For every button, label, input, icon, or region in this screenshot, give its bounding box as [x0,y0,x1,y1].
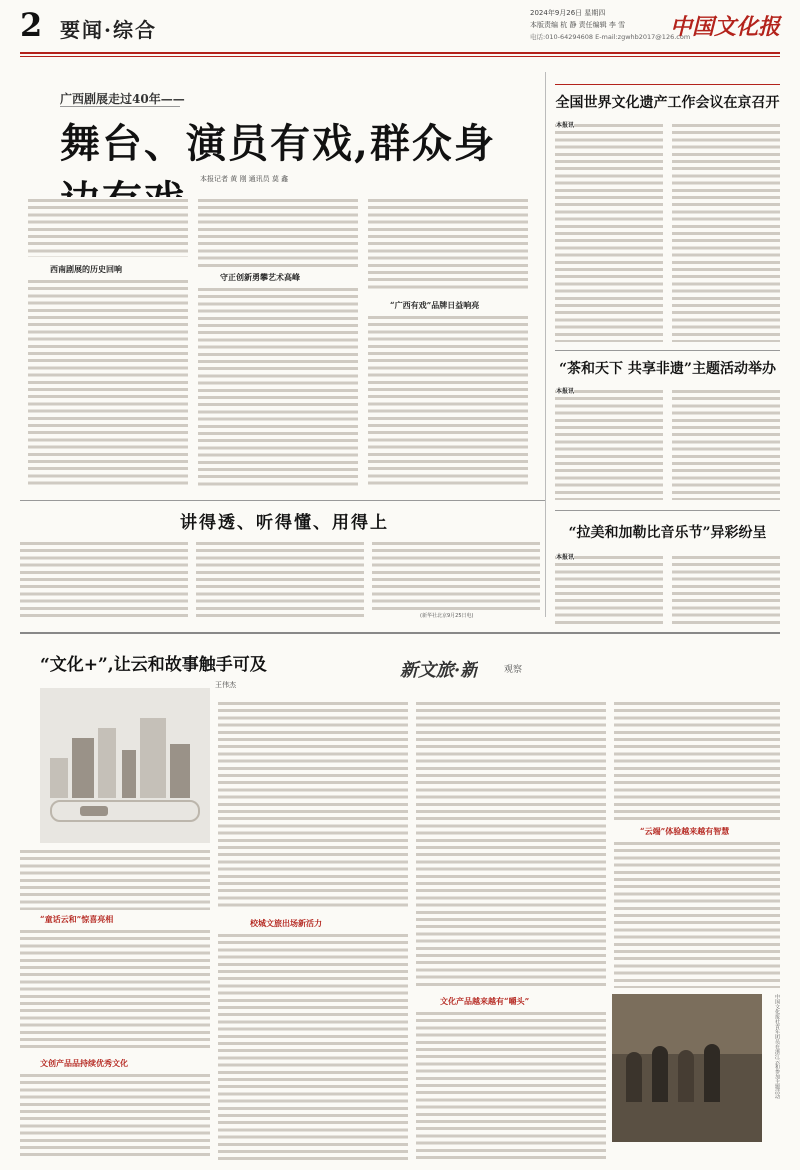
feature-subhead-2: 校城文旅出场新活力 [250,918,322,928]
lead-subhead-1: 西南剧展的历史回响 [50,264,122,274]
header-rule-thin [20,56,780,57]
person-silhouette [652,1046,668,1102]
column-logo-main: 新文旅·新 [400,660,479,681]
lead-subhead-3: “广西有戏”品牌日益响亮 [390,300,480,310]
tea-event-title: “茶和天下 共享非遗”主题活动举办 [559,361,776,377]
feature-subhead-3: 文创产品品持续优秀文化 [40,1058,128,1068]
header-rule [20,52,780,54]
masthead-logo: 中国文化报 [669,14,780,40]
tea-lead-label: 本报讯 [556,388,575,395]
lead-kicker: 广西剧展走过40年—— [60,92,185,106]
feature-subhead-5: “云端”体验越来越有智慧 [640,826,730,836]
feature-col4b [614,840,780,988]
toy-block [72,738,94,798]
lead-headline: 舞台、演员有戏,群众身 [60,120,496,167]
toy-train [80,806,108,816]
lead-subhead-2: 守正创新勇攀艺术高峰 [220,272,300,282]
feature-subhead-1: “童话云和”惊喜亮相 [40,914,114,924]
commentary-col1 [20,540,188,620]
person-silhouette [626,1052,642,1102]
heritage-body-col1 [555,122,663,342]
lead-body-col3b [368,314,528,488]
toy-track [50,800,200,822]
tea-body-col1 [555,388,663,500]
feature-subhead-4: 文化产品越来越有“嚼头” [440,996,530,1006]
lead-body-col3a [368,197,528,292]
person-silhouette [704,1044,720,1102]
feature-col1b [20,928,210,1048]
right-low-rule [555,510,780,511]
feature-photo-group [612,994,762,1142]
photo-caption: 中国文化报社青年团员在浙江云和参加主题活动 [774,994,780,1099]
person-silhouette [678,1050,694,1102]
editors-line: 本版责编 杭 静 责任编辑 李 雪 [530,21,626,29]
issue-date: 2024年9月26日 星期四 [530,9,606,17]
lead-body-col1a [28,197,188,257]
toy-block [50,758,68,798]
feature-title: “文化+”,让云和故事触手可及 [40,655,267,674]
music-body-col2 [672,554,780,626]
page-header [0,0,800,62]
right-top-rule [555,84,780,85]
feature-col1a [20,848,210,910]
feature-col1c [20,1072,210,1160]
lead-body-col1b [28,278,188,488]
column-logo [400,652,550,694]
commentary-col3 [372,540,540,610]
feature-byline: 王伟杰 [215,681,236,689]
photo-background [612,994,762,1054]
feature-col3a [416,700,606,990]
toy-block [98,728,116,798]
feature-col2b [218,932,408,1160]
heritage-body-col2 [672,122,780,342]
section-title: 要闻·综合 [60,18,157,42]
music-lead-label: 本报讯 [556,554,575,561]
feature-photo-toys [40,688,210,843]
commentary-source: (新华社北京9月25日电) [420,613,474,619]
music-festival-title: “拉美和加勒比音乐节”异彩纷呈 [568,525,767,541]
feature-col2a [218,700,408,910]
toy-block [140,718,166,798]
music-body-col1 [555,554,663,626]
lead-body-col2a [198,197,358,267]
lead-byline: 本报记者 黄 刚 通讯员 莫 鑫 [200,175,289,183]
feature-col3b [416,1010,606,1160]
heritage-conference-title: 全国世界文化遗产工作会议在京召开 [555,95,780,111]
lead-story [20,72,540,492]
toy-block [122,750,136,798]
right-mid-rule [555,350,780,351]
column-logo-sub: 观察 [504,665,523,675]
commentary-title: 讲得透、听得懂、用得上 [180,513,389,533]
contact-line: 电话:010-64294608 E-mail:zgwhb2017@126.com [530,33,691,41]
commentary-col2 [196,540,364,620]
column-divider [545,72,546,617]
tea-body-col2 [672,388,780,500]
feature-col4a [614,700,780,820]
feature-top-rule [20,632,780,634]
commentary-top-rule [20,500,545,501]
heritage-lead-label: 本报讯 [556,122,575,129]
lead-body-col2b [198,286,358,488]
toy-block [170,744,190,798]
page-number: 2 [20,6,43,44]
kicker-rule [60,106,180,107]
